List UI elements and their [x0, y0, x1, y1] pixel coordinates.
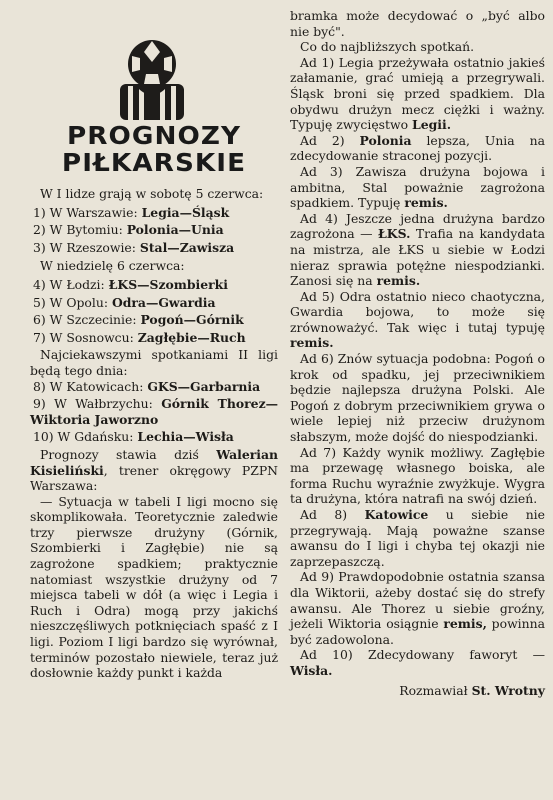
intro-sunday: W niedzielę 6 czerwca: [40, 258, 185, 274]
fixture-6: 6) W Szczecinie: Pogoń—Górnik [33, 312, 244, 328]
paragraph-ad-8: Ad 8) Katowice u siebie nie przegrywają. Mają poważne szanse awansu do I ligi i chyba tej okazji nie zaprzepaszczą. [290, 507, 545, 569]
right-column [290, 8, 545, 698]
body-continuation: bramka może decydować o „być albo nie być". [290, 8, 545, 39]
intro-league-2: Najciekawszymi spotkaniami II ligi będą tego dnia: [30, 347, 278, 378]
paragraph-ad-6: Ad 6) Znów sytuacja podobna: Pogoń o krok od spadku, jej przeciwnikiem będzie najlepsza drużyna Polski. Ale Pogoń z dobrym przeciwnikiem grywa o wiele lepiej niż przeciw drużynom słabszym, może dojść do niespodzianki. [290, 351, 545, 445]
fixture-7: 7) W Sosnowcu: Zagłębie—Ruch [33, 329, 246, 345]
left-column [30, 28, 278, 681]
headline-line-2: PIŁKARSKIE [61, 148, 247, 177]
fixture-5: 5) W Opolu: Odra—Gwardia [33, 294, 216, 310]
paragraph-ad-2: Ad 2) Polonia lepsza, Unia na zdecydowanie straconej pozycji. [290, 132, 545, 164]
paragraph-ad-7: Ad 7) Każdy wynik możliwy. Zagłębie ma przewagę własnego boiska, ale forma Ruchu wyraźnie zwyżkuje. Wygra ta drużyna, która natrafi na swój dzień. [290, 444, 545, 507]
logo [30, 28, 278, 120]
fixture-8: 8) W Katowicach: GKS—Garbarnia [33, 378, 261, 394]
paragraph-ad-4: Ad 4) Jeszcze jedna drużyna bardzo zagrożona — ŁKS. Trafia na kandydata na mistrza, ale ŁKS u siebie w Łodzi nieraz sprawia potężne niespodzianki. Zanosi się na remis. [290, 210, 545, 289]
paragraph-ad-3: Ad 3) Zawisza drużyna bojowa i ambitna, Stal poważnie zagrożona spadkiem. Typuję remis. [290, 163, 545, 211]
paragraph-ad-10: Ad 10) Zdecydowany faworyt — Wisła. [290, 647, 545, 678]
fixture-1: 1) W Warszawie: Legia—Śląsk [33, 204, 230, 220]
headline [24, 122, 284, 176]
fixture-10: 10) W Gdańsku: Lechia—Wisła [33, 429, 234, 445]
paragraph-ad-5: Ad 5) Odra ostatnio nieco chaotyczna, Gwardia bojowa, to może się zrównoważyć. Tak więc i tutaj typuję remis. [290, 288, 545, 351]
fixture-4: 4) W Łodzi: ŁKS—Szombierki [33, 276, 228, 292]
headline-line-1: PROGNOZY [66, 121, 242, 150]
predictor-intro: Prognozy stawia dziś Walerian Kisieliński, trener okręgowy PZPN Warszawa: [30, 446, 278, 494]
fixture-9: 9) W Wałbrzychu: Górnik Thorez—Wiktoria Jaworzno [30, 396, 278, 427]
fixture-3: 3) W Rzeszowie: Stal—Zawisza [33, 239, 235, 255]
article-body-left: — Sytuacja w tabeli I ligi mocno się skomplikowała. Teoretycznie zaledwie trzy pierwsze drużyny (Górnik, Szombierki i Zagłębie) nie są zagrożone spadkiem; praktycznie natomiast wszystkie drużyny od 7 miejsca tabeli w dół (a więc i Legia i Ruch i Odra) mogą przy jakichś nieszczęśliwych potknięciach spaść z I ligi. Poziom I ligi bardzo się wyrównał, terminów pozostało niewiele, teraz już dosłownie każdy punkt i każda [30, 493, 278, 681]
paragraph-ad-1: Ad 1) Legia przeżywała ostatnio jakieś załamanie, grać umieją a przegrywali. Śląsk broni się przed spadkiem. Dla obydwu drużyn mecz ciężki i ważny. Typuję zwycięstwo Legii. [290, 54, 545, 133]
paragraph-next-games: Co do najbliższych spotkań. [300, 39, 475, 55]
byline: Rozmawiał St. Wrotny [399, 682, 545, 698]
football-player-icon [102, 28, 202, 120]
paragraph-ad-9: Ad 9) Prawdopodobnie ostatnia szansa dla Wiktorii, ażeby dostać się do strefy awansu. Ale Thorez u siebie groźny, jeżeli Wiktoria osiągnie remis, powinna być zadowolona. [290, 569, 545, 647]
fixture-2: 2) W Bytomiu: Polonia—Unia [33, 222, 224, 238]
intro-saturday: W I lidze grają w sobotę 5 czerwca: [40, 186, 264, 201]
